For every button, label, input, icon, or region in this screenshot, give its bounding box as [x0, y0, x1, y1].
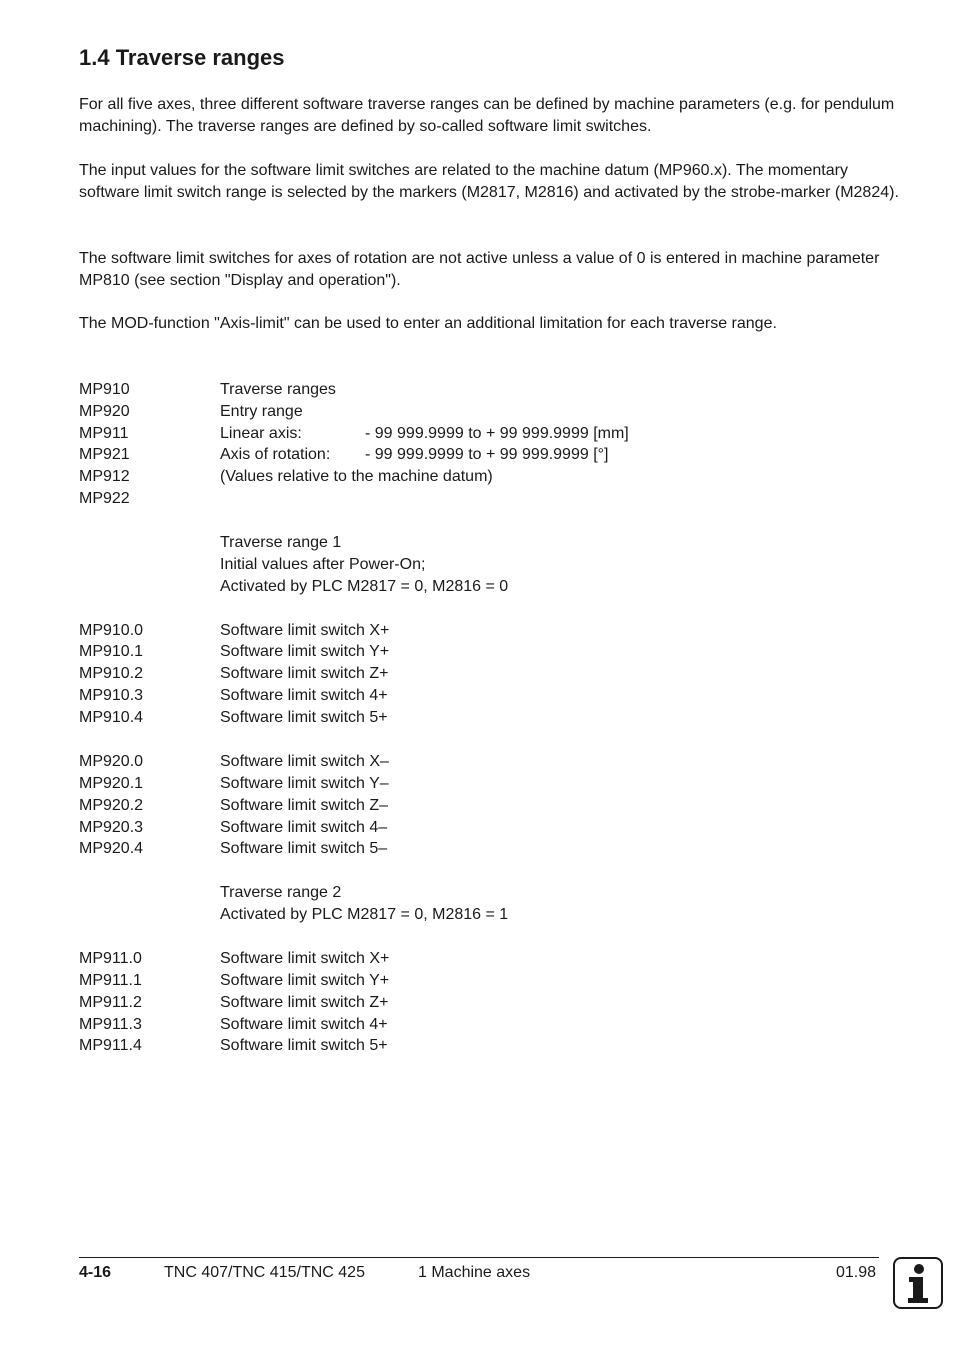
param-number: MP910.1 [79, 643, 144, 660]
footer-divider [79, 1257, 879, 1258]
param-description: Traverse ranges [220, 381, 336, 398]
param-number: MP910.3 [79, 687, 144, 704]
param-description: Software limit switch X+ [220, 622, 390, 639]
mp920-row [79, 773, 879, 795]
mp910-row [79, 641, 879, 663]
param-description: Software limit switch Z+ [220, 665, 389, 682]
param-number: MP912 [79, 468, 130, 485]
param-description: Software limit switch X+ [220, 950, 390, 967]
range2-title: Traverse range 2 [220, 884, 342, 901]
param-number: MP910.2 [79, 665, 144, 682]
page-number: 4-16 [79, 1264, 112, 1281]
range2-note [79, 904, 879, 926]
param-description: Software limit switch Y– [220, 775, 389, 792]
param-number: MP920.2 [79, 797, 144, 814]
param-range: - 99 999.9999 to + 99 999.9999 [°] [365, 446, 609, 463]
rotation-paragraph: The software limit switches for axes of rotation are not active unless a value of 0 is entered in machine parameter MP810 (see section "Display and operation"). [79, 250, 880, 289]
mp920-row [79, 838, 879, 860]
intro-paragraph: For all five axes, three different software traverse ranges can be defined by machine parameters (e.g. for pendulum machining). The traverse ranges are defined by so-called software limit switches. [79, 96, 895, 135]
param-number: MP920.1 [79, 775, 144, 792]
mp910-row [79, 685, 879, 707]
param-number: MP920.0 [79, 753, 144, 770]
param-number: MP910 [79, 381, 130, 398]
datum-paragraph: The input values for the software limit switches are related to the machine datum (MP960.x). The momentary software limit switch range is selected by the markers (M2817, M2816) and activated by the strobe-marker (M2824). [79, 162, 899, 201]
param-description: Software limit switch 4+ [220, 1016, 388, 1033]
range1-note [79, 532, 879, 554]
param-number: MP911.4 [79, 1037, 142, 1054]
range1-note [79, 554, 879, 576]
param-number: MP911.1 [79, 972, 142, 989]
page-title: 1.4 Traverse ranges [79, 45, 285, 70]
param-description: Axis of rotation: [220, 446, 331, 463]
param-description: Software limit switch 5+ [220, 1037, 388, 1054]
range1-initial: Initial values after Power-On; [220, 556, 426, 573]
info-icon-glyph [895, 1259, 941, 1307]
param-description: Software limit switch 4– [220, 819, 388, 836]
param-row [79, 466, 879, 488]
param-description: Software limit switch Z– [220, 797, 389, 814]
param-description: Software limit switch Z+ [220, 994, 389, 1011]
mp910-row [79, 663, 879, 685]
footer-date: 01.98 [836, 1264, 877, 1281]
mp911-row [79, 970, 879, 992]
param-number: MP920 [79, 403, 130, 420]
param-row [79, 423, 879, 445]
param-number: MP911.2 [79, 994, 142, 1011]
param-row [79, 488, 879, 510]
param-description: Software limit switch 5– [220, 840, 388, 857]
param-row [79, 379, 879, 401]
mp920-row [79, 795, 879, 817]
range1-activation: Activated by PLC M2817 = 0, M2816 = 0 [220, 578, 509, 595]
mod-function-paragraph: The MOD-function "Axis-limit" can be used to enter an additional limitation for each traverse range. [79, 315, 777, 332]
mp911-row [79, 1014, 879, 1036]
param-number: MP911.3 [79, 1016, 142, 1033]
mp911-row [79, 948, 879, 970]
param-description: Software limit switch 5+ [220, 709, 388, 726]
range2-note [79, 882, 879, 904]
mp920-row [79, 751, 879, 773]
param-description: Entry range [220, 403, 303, 420]
param-number: MP910.0 [79, 622, 144, 639]
param-number: MP920.3 [79, 819, 144, 836]
param-number: MP921 [79, 446, 130, 463]
mp910-row [79, 620, 879, 642]
mp910-row [79, 707, 879, 729]
param-description: Software limit switch Y+ [220, 643, 390, 660]
info-icon [893, 1257, 943, 1309]
param-row [79, 444, 879, 466]
range1-note [79, 576, 879, 598]
footer-product: TNC 407/TNC 415/TNC 425 [164, 1264, 365, 1281]
param-description: (Values relative to the machine datum) [220, 468, 493, 485]
param-number: MP920.4 [79, 840, 144, 857]
param-range: - 99 999.9999 to + 99 999.9999 [mm] [365, 425, 629, 442]
param-number: MP911 [79, 425, 129, 442]
param-number: MP911.0 [79, 950, 142, 967]
param-description: Software limit switch X– [220, 753, 389, 770]
range2-activation: Activated by PLC M2817 = 0, M2816 = 1 [220, 906, 509, 923]
param-description: Linear axis: [220, 425, 302, 442]
param-number: MP910.4 [79, 709, 144, 726]
mp920-row [79, 817, 879, 839]
param-row [79, 401, 879, 423]
footer-chapter: 1 Machine axes [418, 1264, 531, 1281]
param-description: Software limit switch Y+ [220, 972, 390, 989]
mp911-row [79, 992, 879, 1014]
range1-title: Traverse range 1 [220, 534, 342, 551]
param-description: Software limit switch 4+ [220, 687, 388, 704]
mp911-row [79, 1035, 879, 1057]
param-number: MP922 [79, 490, 130, 507]
